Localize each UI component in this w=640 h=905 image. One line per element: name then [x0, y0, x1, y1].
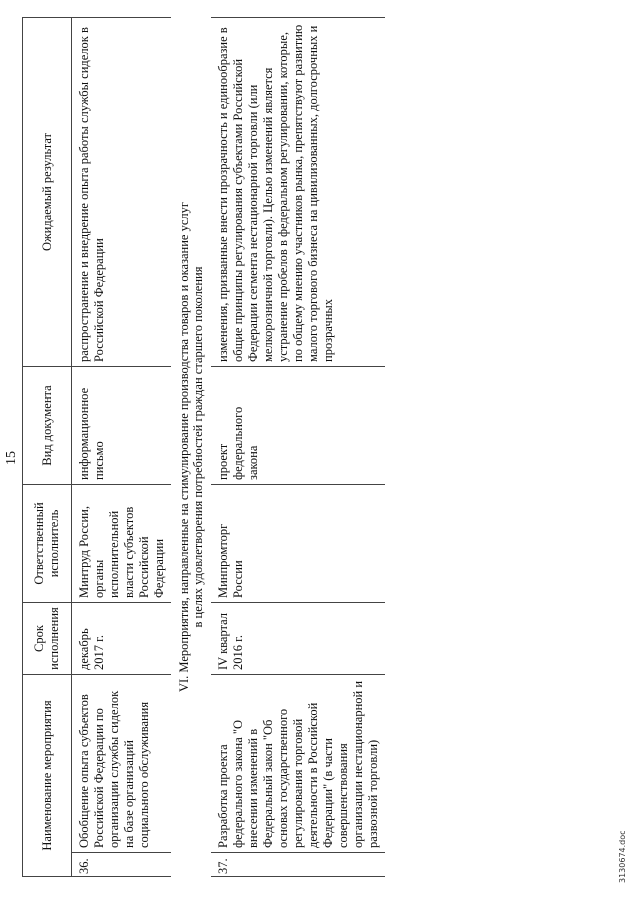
header-name: Наименование мероприятия — [23, 675, 72, 877]
section-heading-line2: в целях удовлетворения потребностей граждан старшего поколения — [191, 266, 205, 628]
row-number: 36. — [72, 853, 172, 877]
section-heading-line1: VI. Мероприятия, направленные на стимулирование производства товаров и оказание услуг — [177, 201, 191, 693]
row-number: 37. — [211, 853, 385, 877]
section-heading-row — [171, 18, 211, 877]
row-doc-type: информационное письмо — [72, 367, 172, 485]
footer-file-code: 3130674.doc — [618, 830, 627, 883]
row-responsible: Минтруд России, органы исполнительной власти субъектов Российской Федерации — [72, 485, 172, 603]
row-result: изменения, призванные внести прозрачность и единообразие в общие принципы регулирования субъектами Российской Федерации сегмента нестационарной торговли (или мелкорозничной торговли). Целью изменений является устранение пробелов в федеральном регулировании, которые, по общему мнению участников рынка, препятствуют развитию малого торгового бизнеса на цивилизованных, долгосрочных и прозрачных — [211, 18, 385, 367]
row-term: декабрь 2017 г. — [72, 603, 172, 675]
header-term: Срок исполнения — [23, 603, 72, 675]
row-name: Разработка проекта федерального закона "О внесении изменений в Федеральный закон "Об основах государственного регулирования торговой деятельности в Российской Федерации" (в части совершенствования организации нестационарной и развозной торговли) — [211, 675, 385, 853]
row-result: распространение и внедрение опыта работы службы сиделок в Российской Федерации — [72, 18, 172, 367]
table-row — [211, 18, 385, 877]
header-doc-type: Вид документа — [23, 367, 72, 485]
header-responsible: Ответственный исполнитель — [23, 485, 72, 603]
measures-table — [22, 17, 385, 877]
row-name: Обобщение опыта субъектов Российской Федерации по организации службы сиделок на базе организаций социального обслуживания — [72, 675, 172, 853]
page-number: 15 — [4, 451, 19, 465]
header-result: Ожидаемый результат — [23, 18, 72, 367]
table-row — [72, 18, 172, 877]
section-heading — [171, 18, 211, 877]
row-responsible: Минпромторг России — [211, 485, 385, 603]
row-term: IV квартал 2016 г. — [211, 603, 385, 675]
row-doc-type: проект федерального закона — [211, 367, 385, 485]
table-header-row — [23, 18, 72, 877]
